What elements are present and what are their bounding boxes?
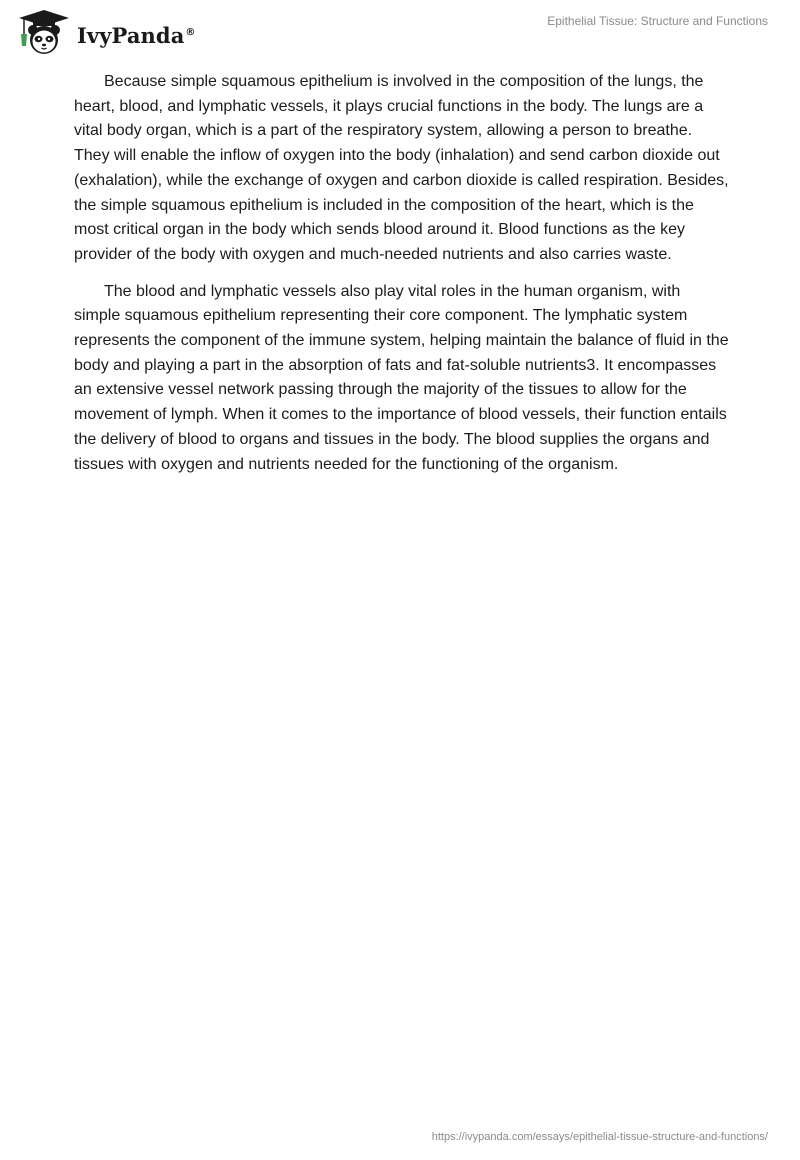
registered-mark: ® <box>185 26 196 38</box>
essay-body <box>74 70 730 489</box>
paragraph: Because simple squamous epithelium is involved in the composition of the lungs, the heart, blood, and lymphatic vessels, it plays crucial functions in the body. The lungs are a vital body organ, which is a part of the respiratory system, allowing a person to breathe. They will enable the inflow of oxygen into the body (inhalation) and send carbon dioxide out (exhalation), while the exchange of oxygen and carbon dioxide is called respiration. Besides, the simple squamous epithelium is included in the composition of the heart, which is the most critical organ in the body which sends blood around it. Blood functions as the key provider of the body with oxygen and much-needed nutrients and also carries waste. <box>74 73 729 263</box>
logo-wordmark: IvyPanda® <box>77 22 196 48</box>
paragraph: The blood and lymphatic vessels also play vital roles in the human organism, with simple squamous epithelium representing their core component. The lymphatic system represents the component of the immune system, helping maintain the balance of fluid in the body and playing a part in the absorption of fats and fat-soluble nutrients3. It encompasses an extensive vessel network passing through the majority of the tissues to allow for the movement of lymph. When it comes to the importance of blood vessels, their function entails the delivery of blood to organs and tissues in the body. The blood supplies the organs and tissues with oxygen and nutrients needed for the functioning of the organism. <box>74 282 729 473</box>
document-title: Epithelial Tissue: Structure and Functions <box>547 14 768 28</box>
ivypanda-logo[interactable] <box>15 8 196 58</box>
panda-graduate-icon <box>15 8 73 58</box>
source-url-link[interactable]: https://ivypanda.com/essays/epithelial-tissue-structure-and-functions/ <box>431 1131 768 1143</box>
page-header <box>0 0 800 64</box>
